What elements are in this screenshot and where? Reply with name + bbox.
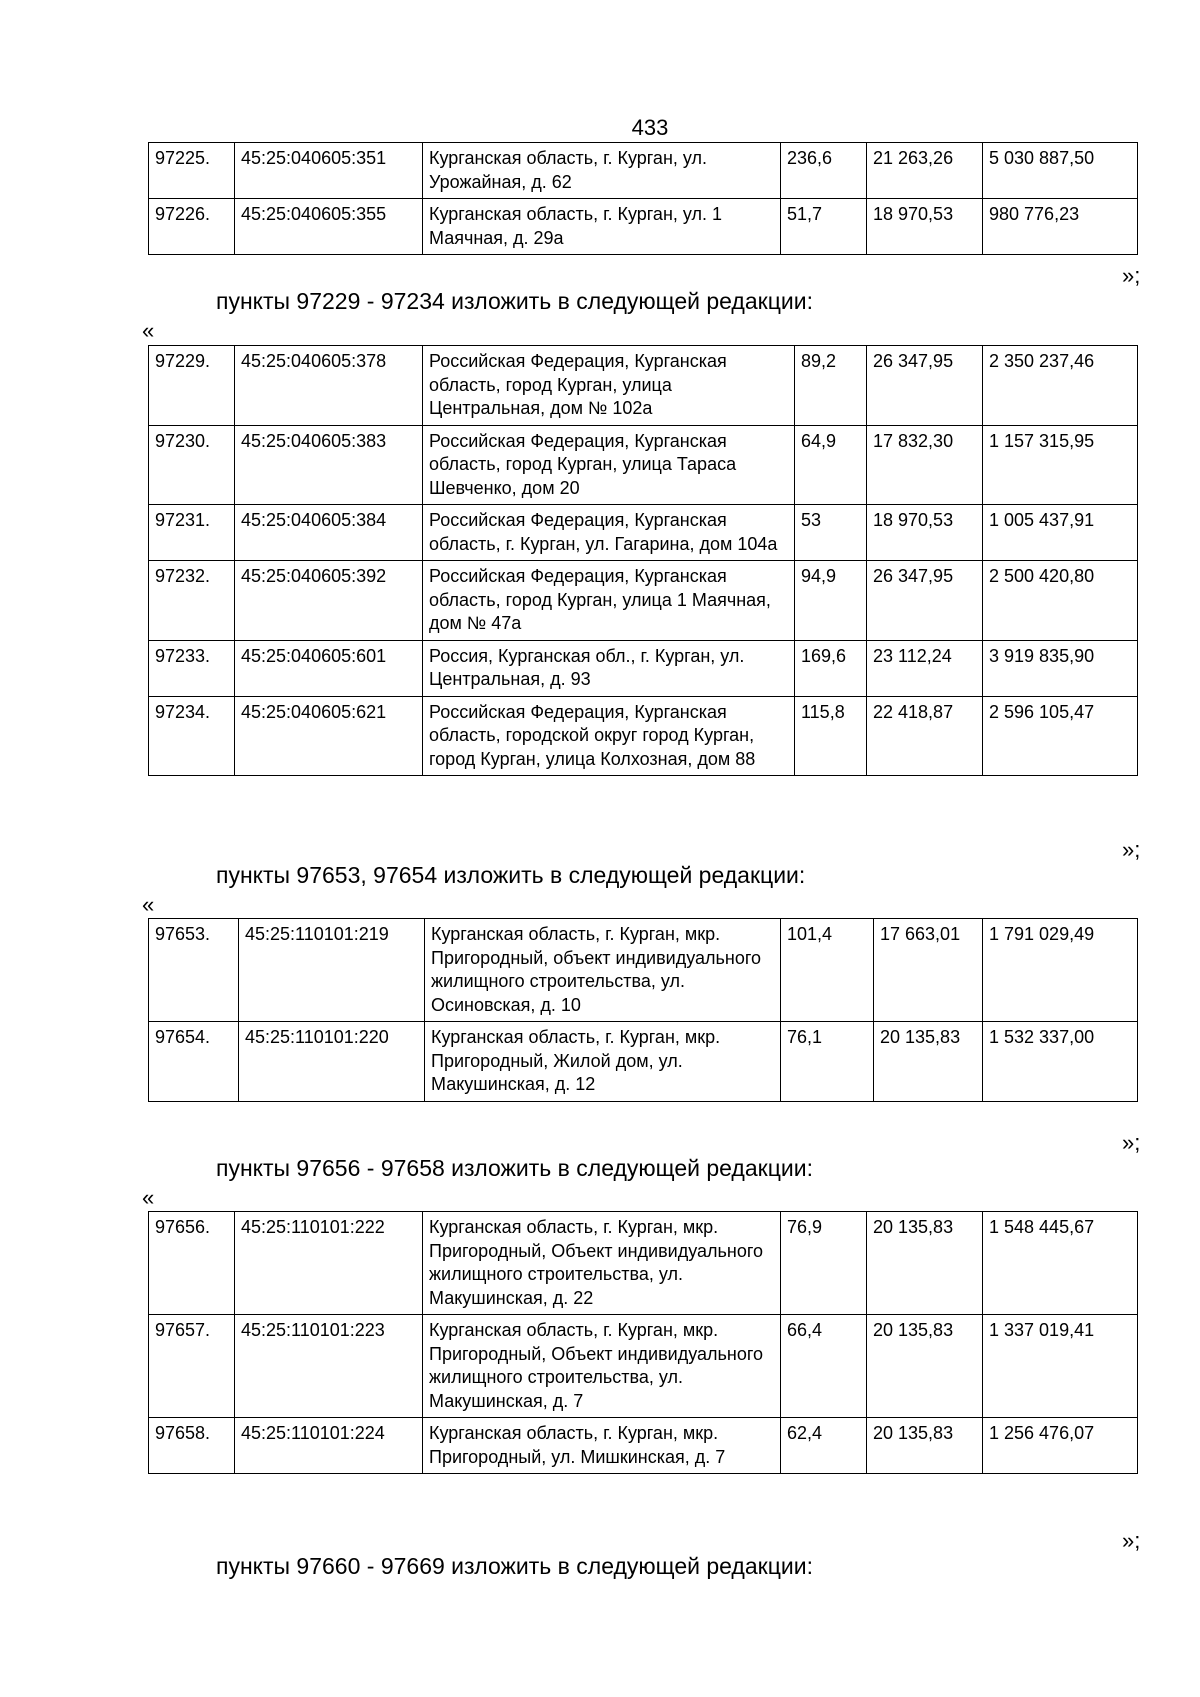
table-row bbox=[149, 919, 1138, 1022]
table-body bbox=[149, 143, 1138, 255]
row-number-cell: 97656. bbox=[149, 1212, 235, 1315]
cadastral-number-cell: 45:25:110101:224 bbox=[235, 1418, 423, 1474]
table-row bbox=[149, 143, 1138, 199]
cadastral-number-cell: 45:25:040605:384 bbox=[235, 505, 423, 561]
quote-close: »; bbox=[1122, 837, 1141, 862]
address-cell: Курганская область, г. Курган, мкр. Пригородный, Объект индивидуального жилищного строительства, ул. Макушинская, д. 7 bbox=[423, 1315, 781, 1418]
section-intro: пункты 97229 - 97234 изложить в следующей редакции: bbox=[216, 288, 813, 314]
cadastral-rate-cell: 20 135,83 bbox=[867, 1212, 983, 1315]
table-section-4 bbox=[148, 1211, 1138, 1474]
quote-open: « bbox=[142, 892, 155, 917]
cadastral-number-cell: 45:25:110101:223 bbox=[235, 1315, 423, 1418]
table-row bbox=[149, 696, 1138, 776]
quote-close: »; bbox=[1122, 1528, 1141, 1553]
address-cell: Курганская область, г. Курган, мкр. Пригородный, объект индивидуального жилищного строительства, ул. Осиновская, д. 10 bbox=[425, 919, 781, 1022]
address-cell: Курганская область, г. Курган, мкр. Пригородный, ул. Мишкинская, д. 7 bbox=[423, 1418, 781, 1474]
row-number-cell: 97233. bbox=[149, 640, 235, 696]
area-cell: 53 bbox=[795, 505, 867, 561]
cadastral-rate-cell: 17 832,30 bbox=[867, 425, 983, 505]
cadastral-number-cell: 45:25:110101:220 bbox=[239, 1022, 425, 1102]
cadastral-value-cell: 3 919 835,90 bbox=[983, 640, 1138, 696]
row-number-cell: 97653. bbox=[149, 919, 239, 1022]
table-row bbox=[149, 561, 1138, 641]
area-cell: 64,9 bbox=[795, 425, 867, 505]
section-intro: пункты 97656 - 97658 изложить в следующей редакции: bbox=[216, 1155, 813, 1181]
row-number-cell: 97234. bbox=[149, 696, 235, 776]
address-cell: Российская Федерация, Курганская область, г. Курган, ул. Гагарина, дом 104а bbox=[423, 505, 795, 561]
area-cell: 94,9 bbox=[795, 561, 867, 641]
cadastral-rate-cell: 22 418,87 bbox=[867, 696, 983, 776]
address-cell: Российская Федерация, Курганская область, город Курган, улица 1 Маячная, дом № 47а bbox=[423, 561, 795, 641]
cadastral-number-cell: 45:25:040605:601 bbox=[235, 640, 423, 696]
cadastral-rate-cell: 20 135,83 bbox=[867, 1315, 983, 1418]
cadastral-number-cell: 45:25:040605:392 bbox=[235, 561, 423, 641]
address-cell: Курганская область, г. Курган, мкр. Пригородный, Жилой дом, ул. Макушинская, д. 12 bbox=[425, 1022, 781, 1102]
cadastral-rate-cell: 20 135,83 bbox=[874, 1022, 983, 1102]
cadastral-value-cell: 1 548 445,67 bbox=[983, 1212, 1138, 1315]
table-body bbox=[149, 346, 1138, 776]
area-cell: 169,6 bbox=[795, 640, 867, 696]
table-body bbox=[149, 1212, 1138, 1474]
table-row bbox=[149, 1315, 1138, 1418]
area-cell: 62,4 bbox=[781, 1418, 867, 1474]
quote-open: « bbox=[142, 1185, 155, 1210]
row-number-cell: 97232. bbox=[149, 561, 235, 641]
row-number-cell: 97226. bbox=[149, 199, 235, 255]
cadastral-number-cell: 45:25:110101:222 bbox=[235, 1212, 423, 1315]
cadastral-value-cell: 5 030 887,50 bbox=[983, 143, 1138, 199]
section-intro: пункты 97653, 97654 изложить в следующей редакции: bbox=[216, 862, 806, 888]
address-cell: Российская Федерация, Курганская область, город Курган, улица Тараса Шевченко, дом 20 bbox=[423, 425, 795, 505]
section-intro: пункты 97660 - 97669 изложить в следующей редакции: bbox=[216, 1553, 813, 1579]
cadastral-rate-cell: 26 347,95 bbox=[867, 346, 983, 426]
cadastral-rate-cell: 26 347,95 bbox=[867, 561, 983, 641]
address-cell: Российская Федерация, Курганская область, город Курган, улица Центральная, дом № 102а bbox=[423, 346, 795, 426]
cadastral-number-cell: 45:25:110101:219 bbox=[239, 919, 425, 1022]
table-row bbox=[149, 1212, 1138, 1315]
cadastral-rate-cell: 23 112,24 bbox=[867, 640, 983, 696]
row-number-cell: 97225. bbox=[149, 143, 235, 199]
quote-open: « bbox=[142, 318, 155, 343]
cadastral-rate-cell: 18 970,53 bbox=[867, 199, 983, 255]
cadastral-value-cell: 2 500 420,80 bbox=[983, 561, 1138, 641]
address-cell: Россия, Курганская обл., г. Курган, ул. Центральная, д. 93 bbox=[423, 640, 795, 696]
cadastral-value-cell: 1 532 337,00 bbox=[983, 1022, 1138, 1102]
cadastral-number-cell: 45:25:040605:621 bbox=[235, 696, 423, 776]
address-cell: Российская Федерация, Курганская область, городской округ город Курган, город Курган, улица Колхозная, дом 88 bbox=[423, 696, 795, 776]
table-row bbox=[149, 640, 1138, 696]
row-number-cell: 97654. bbox=[149, 1022, 239, 1102]
area-cell: 66,4 bbox=[781, 1315, 867, 1418]
area-cell: 101,4 bbox=[781, 919, 874, 1022]
row-number-cell: 97657. bbox=[149, 1315, 235, 1418]
address-cell: Курганская область, г. Курган, ул. Урожайная, д. 62 bbox=[423, 143, 781, 199]
cadastral-value-cell: 980 776,23 bbox=[983, 199, 1138, 255]
area-cell: 115,8 bbox=[795, 696, 867, 776]
table-section-3 bbox=[148, 918, 1138, 1102]
table-row bbox=[149, 346, 1138, 426]
table-row bbox=[149, 1418, 1138, 1474]
cadastral-value-cell: 1 256 476,07 bbox=[983, 1418, 1138, 1474]
cadastral-value-cell: 2 350 237,46 bbox=[983, 346, 1138, 426]
area-cell: 76,9 bbox=[781, 1212, 867, 1315]
cadastral-rate-cell: 17 663,01 bbox=[874, 919, 983, 1022]
cadastral-number-cell: 45:25:040605:383 bbox=[235, 425, 423, 505]
area-cell: 236,6 bbox=[781, 143, 867, 199]
table-row bbox=[149, 1022, 1138, 1102]
area-cell: 89,2 bbox=[795, 346, 867, 426]
table-row bbox=[149, 505, 1138, 561]
table-row bbox=[149, 199, 1138, 255]
cadastral-value-cell: 1 337 019,41 bbox=[983, 1315, 1138, 1418]
quote-close: »; bbox=[1122, 263, 1141, 288]
table-row bbox=[149, 425, 1138, 505]
cadastral-value-cell: 1 791 029,49 bbox=[983, 919, 1138, 1022]
row-number-cell: 97230. bbox=[149, 425, 235, 505]
page-number: 433 bbox=[631, 115, 669, 140]
row-number-cell: 97231. bbox=[149, 505, 235, 561]
cadastral-number-cell: 45:25:040605:378 bbox=[235, 346, 423, 426]
cadastral-value-cell: 1 005 437,91 bbox=[983, 505, 1138, 561]
cadastral-rate-cell: 20 135,83 bbox=[867, 1418, 983, 1474]
area-cell: 51,7 bbox=[781, 199, 867, 255]
cadastral-rate-cell: 21 263,26 bbox=[867, 143, 983, 199]
area-cell: 76,1 bbox=[781, 1022, 874, 1102]
address-cell: Курганская область, г. Курган, мкр. Пригородный, Объект индивидуального жилищного строительства, ул. Макушинская, д. 22 bbox=[423, 1212, 781, 1315]
table-section-2 bbox=[148, 345, 1138, 776]
cadastral-value-cell: 1 157 315,95 bbox=[983, 425, 1138, 505]
cadastral-rate-cell: 18 970,53 bbox=[867, 505, 983, 561]
address-cell: Курганская область, г. Курган, ул. 1 Маячная, д. 29а bbox=[423, 199, 781, 255]
cadastral-number-cell: 45:25:040605:351 bbox=[235, 143, 423, 199]
row-number-cell: 97658. bbox=[149, 1418, 235, 1474]
quote-close: »; bbox=[1122, 1130, 1141, 1155]
cadastral-number-cell: 45:25:040605:355 bbox=[235, 199, 423, 255]
row-number-cell: 97229. bbox=[149, 346, 235, 426]
table-section-1 bbox=[148, 142, 1138, 255]
cadastral-value-cell: 2 596 105,47 bbox=[983, 696, 1138, 776]
table-body bbox=[149, 919, 1138, 1102]
